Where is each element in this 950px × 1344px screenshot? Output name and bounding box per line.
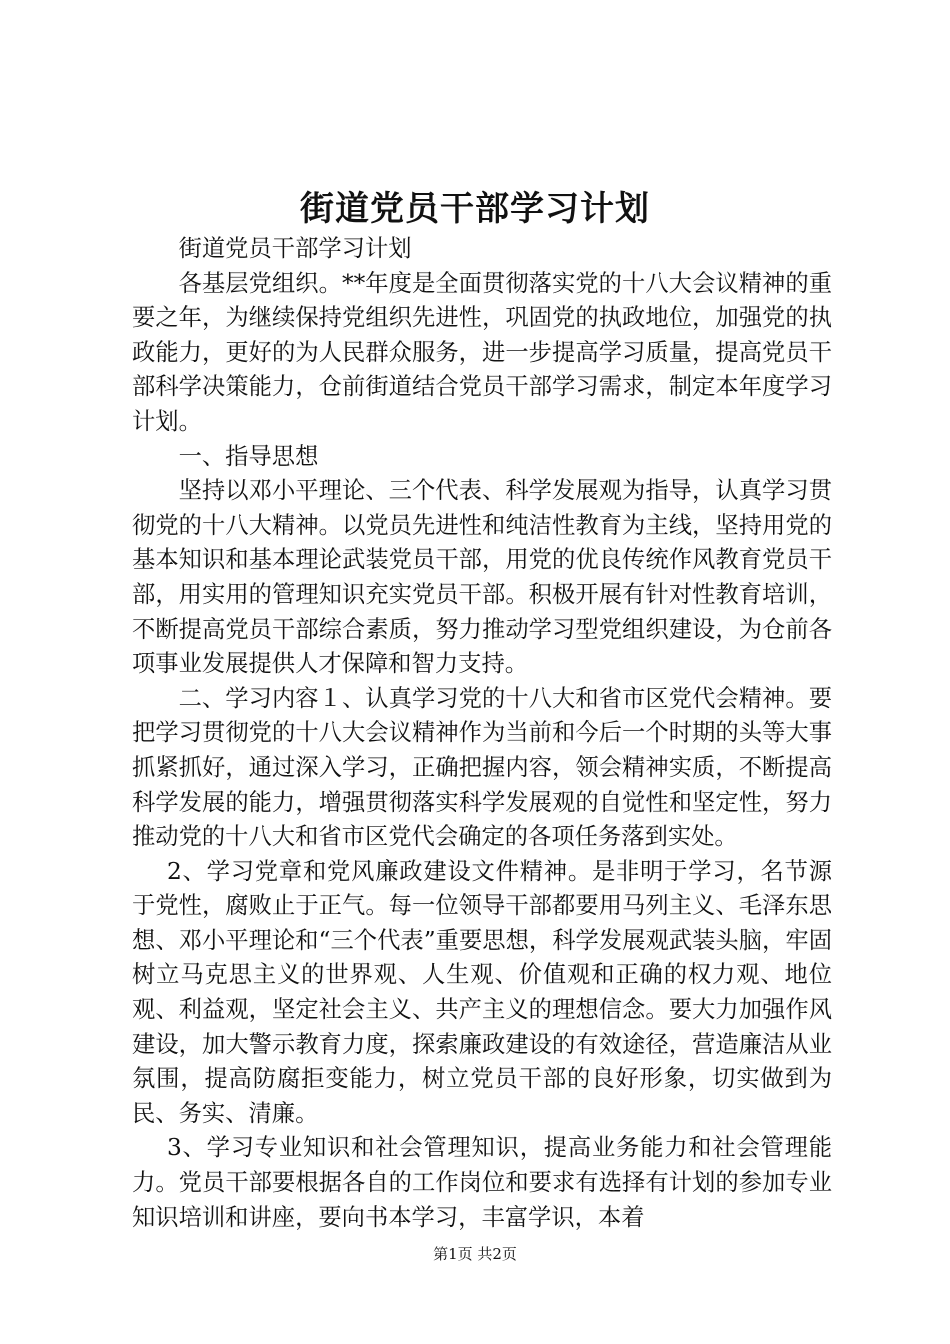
paragraph-study-content-2: 2、学习党章和党风廉政建设文件精神。是非明于学习，名节源于党性，腐败止于正气。每一位领导干部都要用马列主义、毛泽东思想、邓小平理论和“三个代表”重要思想，科学发展观武装头脑，牢固树立马克思主义的世界观、人生观、价值观和正确的权力观、地位观、利益观，坚定社会主义、共产主义的理想信念。要大力加强作风建设，加大警示教育力度，探索廉政建设的有效途径，营造廉洁从业氛围，提高防腐拒变能力，树立党员干部的良好形象，切实做到为民、务实、清廉。 <box>132 857 832 1127</box>
section-heading-guiding-thought: 一、指导思想 <box>178 442 319 470</box>
paragraph-study-content-3: 3、学习专业知识和社会管理知识，提高业务能力和社会管理能力。党员干部要根据各自的工作岗位和要求有选择有计划的参加专业知识培训和讲座，要向书本学习，丰富学识，本着 <box>132 1134 832 1231</box>
page-number-footer: 第1页 共2页 <box>433 1245 517 1263</box>
document-title: 街道党员干部学习计划 <box>300 189 650 229</box>
paragraph-study-content-1: 二、学习内容１、认真学习党的十八大和省市区党代会精神。要把学习贯彻党的十八大会议精神作为当前和今后一个时期的头等大事抓紧抓好，通过深入学习，正确把握内容，领会精神实质，不断提高科学发展的能力，增强贯彻落实科学发展观的自觉性和坚定性，努力推动党的十八大和省市区党代会确定的各项任务落到实处。 <box>132 684 832 851</box>
document-body <box>132 232 832 1235</box>
paragraph-subtitle: 街道党员干部学习计划 <box>178 235 412 262</box>
paragraph-guiding-thought: 坚持以邓小平理论、三个代表、科学发展观为指导，认真学习贯彻党的十八大精神。以党员先进性和纯洁性教育为主线，坚持用党的基本知识和基本理论武装党员干部，用党的优良传统作风教育党员干部，用实用的管理知识充实党员干部。积极开展有针对性教育培训，不断提高党员干部综合素质，努力推动学习型党组织建设，为仓前各项事业发展提供人才保障和智力支持。 <box>132 477 832 678</box>
paragraph-intro: 各基层党组织。**年度是全面贯彻落实党的十八大会议精神的重要之年，为继续保持党组织先进性，巩固党的执政地位，加强党的执政能力，更好的为人民群众服务，进一步提高学习质量，提高党员干部科学决策能力，仓前街道结合党员干部学习需求，制定本年度学习计划。 <box>132 269 832 435</box>
